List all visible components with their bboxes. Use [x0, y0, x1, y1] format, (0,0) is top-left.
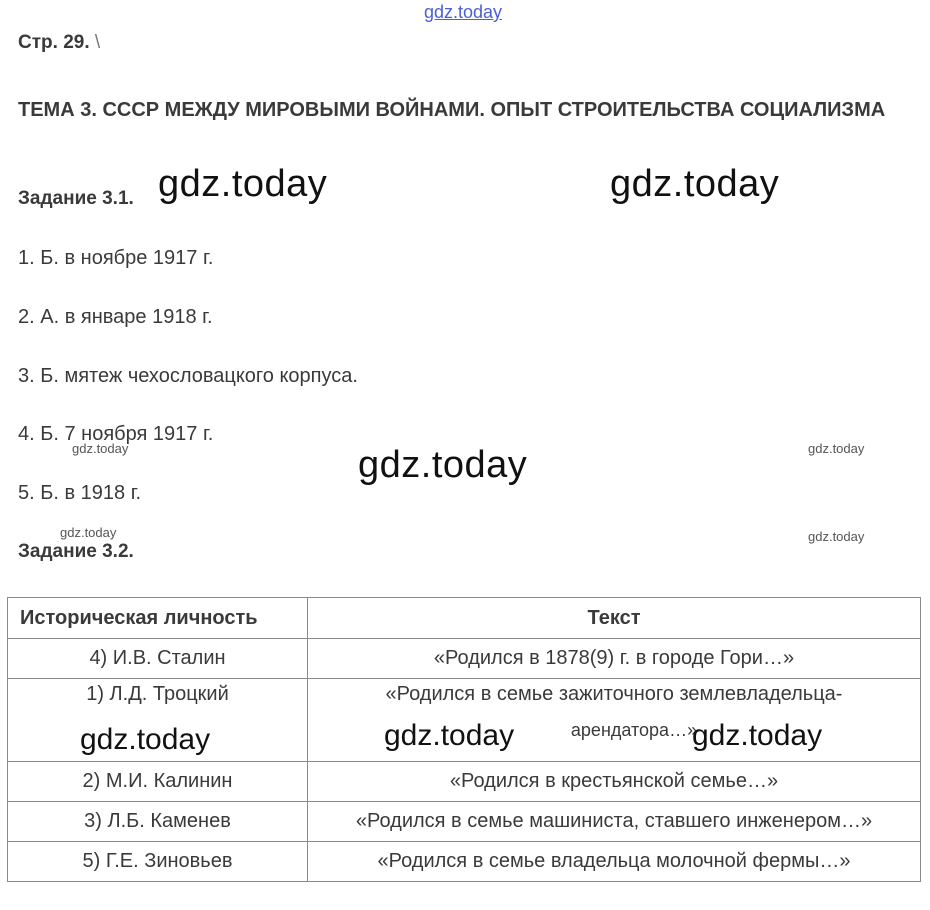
task-3-1-title: Задание 3.1. — [18, 188, 134, 209]
page-reference — [18, 32, 100, 54]
text-cell: «Родился в 1878(9) г. в городе Гори…» — [308, 639, 921, 679]
page-ref-text: Стр. 29. — [18, 32, 90, 53]
person-cell: 4) И.В. Сталин — [8, 639, 308, 679]
answer-item: 3. Б. мятеж чехословацкого корпуса. — [18, 365, 358, 387]
answer-item: 2. А. в январе 1918 г. — [18, 306, 213, 328]
person-cell: 5) Г.Е. Зиновьев — [8, 842, 308, 882]
table-row — [8, 802, 921, 842]
answer-item: 4. Б. 7 ноября 1917 г. — [18, 423, 214, 445]
table-header-row — [8, 598, 921, 639]
watermark-small: gdz.today — [808, 441, 865, 456]
task-3-2-title: Задание 3.2. — [18, 541, 134, 562]
table-row — [8, 762, 921, 802]
person-cell: 3) Л.Б. Каменев — [8, 802, 308, 842]
text-cell: «Родился в крестьянской семье…» — [308, 762, 921, 802]
watermark-table: gdz.today — [384, 719, 515, 752]
text-cell-line: «Родился в семье зажиточного землевладельца- — [385, 683, 843, 705]
watermark-top-link[interactable]: gdz.today — [424, 2, 503, 22]
text-cell: «Родился в семье машиниста, ставшего инженером…» — [308, 802, 921, 842]
watermark-big: gdz.today — [158, 163, 328, 205]
watermark-table: gdz.today — [80, 723, 211, 756]
column-header-text: Текст — [308, 598, 921, 639]
watermark-small: gdz.today — [60, 525, 117, 540]
text-cell-continuation: арендатора…» — [570, 720, 698, 740]
column-header-person: Историческая личность — [8, 598, 308, 639]
answer-item: 5. Б. в 1918 г. — [18, 482, 142, 504]
watermark-big: gdz.today — [610, 163, 780, 205]
topic-heading: ТЕМА 3. СССР МЕЖДУ МИРОВЫМИ ВОЙНАМИ. ОПЫТ СТРОИТЕЛЬСТВА СОЦИАЛИЗМА — [18, 99, 886, 121]
watermark-big: gdz.today — [358, 444, 528, 486]
person-cell: 2) М.И. Калинин — [8, 762, 308, 802]
table-row — [8, 842, 921, 882]
watermark-table: gdz.today — [692, 719, 823, 752]
watermark-small: gdz.today — [808, 529, 865, 544]
person-cell: 1) Л.Д. Троцкий — [8, 679, 308, 762]
table-row — [8, 639, 921, 679]
page-ref-mark: \ — [94, 32, 101, 53]
watermark-small: gdz.today — [72, 441, 129, 456]
answer-item: 1. Б. в ноябре 1917 г. — [18, 247, 214, 269]
text-cell: «Родился в семье владельца молочной фермы…» — [308, 842, 921, 882]
